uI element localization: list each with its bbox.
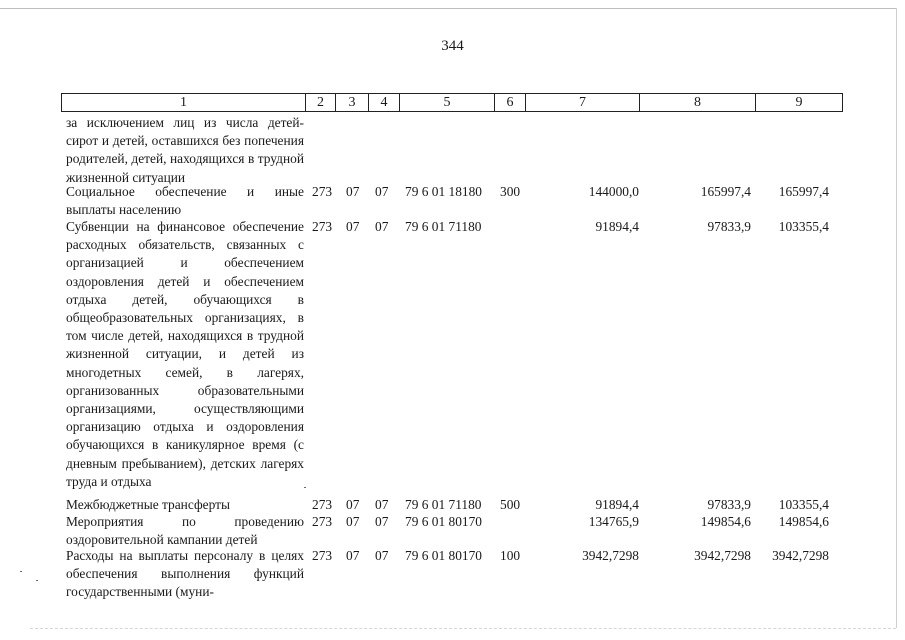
header-col-6: 6 <box>495 94 526 111</box>
row-name: Мероприятия по проведению оздоровительной кампании детей <box>66 514 304 548</box>
row-name: Расходы на выплаты персоналу в целях обеспечения выполнения функций государственными (муни- <box>66 548 304 600</box>
page-border-right <box>896 8 897 628</box>
cell-amount-8: 165997,4 <box>700 184 751 199</box>
cell-amount-9: 103355,4 <box>778 219 829 234</box>
cell-amount-9: 3942,7298 <box>772 548 829 563</box>
cell-expense-type: 100 <box>500 548 521 563</box>
row-name: Социальное обеспечение и иные выплаты населению <box>66 184 304 218</box>
cell-expense-type: 500 <box>500 497 521 512</box>
cell-subsection: 07 <box>375 184 389 199</box>
header-col-5: 5 <box>400 94 495 111</box>
cell-amount-9: 165997,4 <box>778 184 829 199</box>
page-border-bottom <box>30 628 896 630</box>
cell-section: 07 <box>346 497 360 512</box>
row-name: Межбюджетные трансферты <box>66 497 230 512</box>
header-col-3: 3 <box>336 94 369 111</box>
header-col-2: 2 <box>306 94 336 111</box>
cell-amount-8: 97833,9 <box>707 219 751 234</box>
scan-speck <box>36 580 38 581</box>
cell-expense-type: 300 <box>500 184 521 199</box>
header-col-7: 7 <box>526 94 640 111</box>
row-name: Субвенции на финансовое обеспечение расходных обязательств, связанных с организацией и обеспечением оздоровления детей и обеспечением отдыха детей, обучающихся в общеобразовательных организациях, в том числе детей, находящихся в трудной жизненной ситуации, и детей из многодетных семей, в лагерях, организованных образовательными организациями, осуществляющими организацию отдыха и оздоровления обучающихся в каникулярное время (с дневным пребыванием), детских лагерях труда и отдыха <box>66 219 304 489</box>
cell-section: 07 <box>346 184 360 199</box>
cell-section: 07 <box>346 219 360 234</box>
cell-subsection: 07 <box>375 514 389 529</box>
cell-amount-7: 134765,9 <box>588 514 639 529</box>
cell-section: 07 <box>346 548 360 563</box>
cell-amount-9: 103355,4 <box>778 497 829 512</box>
cell-amount-8: 3942,7298 <box>694 548 751 563</box>
header-col-1: 1 <box>62 94 306 111</box>
page-border-top <box>0 8 897 9</box>
cell-ministry: 273 <box>312 548 333 563</box>
cell-target-article: 79 6 01 71180 <box>405 497 482 512</box>
cell-target-article: 79 6 01 18180 <box>405 184 482 199</box>
cell-amount-7: 3942,7298 <box>582 548 639 563</box>
page-number: 344 <box>441 38 464 54</box>
cell-target-article: 79 6 01 80170 <box>405 548 482 563</box>
header-col-4: 4 <box>369 94 400 111</box>
cell-ministry: 273 <box>312 219 333 234</box>
cell-ministry: 273 <box>312 184 333 199</box>
cell-subsection: 07 <box>375 497 389 512</box>
cell-subsection: 07 <box>375 548 389 563</box>
cell-section: 07 <box>346 514 360 529</box>
cell-amount-7: 91894,4 <box>595 497 639 512</box>
cell-subsection: 07 <box>375 219 389 234</box>
cell-target-article: 79 6 01 71180 <box>405 219 482 234</box>
cell-amount-7: 144000,0 <box>588 184 639 199</box>
table-header <box>61 93 843 112</box>
header-col-8: 8 <box>640 94 756 111</box>
cell-amount-9: 149854,6 <box>778 514 829 529</box>
cell-target-article: 79 6 01 80170 <box>405 514 482 529</box>
cell-ministry: 273 <box>312 497 333 512</box>
scan-speck <box>304 487 306 488</box>
scan-speck <box>20 571 22 572</box>
cell-ministry: 273 <box>312 514 333 529</box>
cell-amount-7: 91894,4 <box>595 219 639 234</box>
cell-amount-8: 149854,6 <box>700 514 751 529</box>
cell-amount-8: 97833,9 <box>707 497 751 512</box>
row-name: за исключением лиц из числа детей-сирот и детей, оставшихся без попечения родителей, детей, находящихся в трудной жизненной ситуации <box>66 115 304 185</box>
header-col-9: 9 <box>795 95 803 110</box>
